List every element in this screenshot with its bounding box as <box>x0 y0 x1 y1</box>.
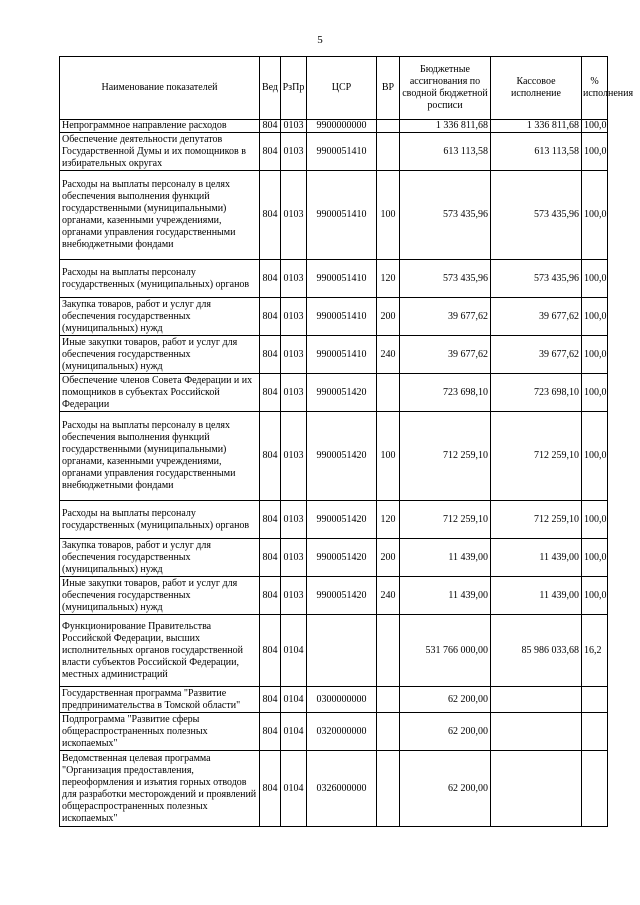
cell-name: Обеспечение деятельности депутатов Государственной Думы и их помощников в избирательных округах <box>60 133 260 171</box>
cell-pct: 100,0 <box>582 501 608 539</box>
cell-name: Расходы на выплаты персоналу государственных (муниципальных) органов <box>60 501 260 539</box>
cell-ved: 804 <box>260 171 281 260</box>
cell-cash: 11 439,00 <box>491 577 582 615</box>
cell-vr <box>377 751 400 827</box>
cell-budget: 11 439,00 <box>400 577 491 615</box>
table-row <box>60 615 608 687</box>
cell-name: Обеспечение членов Совета Федерации и их помощников в субъектах Российской Федерации <box>60 374 260 412</box>
cell-csr: 9900051410 <box>307 133 377 171</box>
cell-name: Государственная программа "Развитие предпринимательства в Томской области" <box>60 687 260 713</box>
cell-budget: 712 259,10 <box>400 412 491 501</box>
cell-cash: 39 677,62 <box>491 336 582 374</box>
cell-budget: 573 435,96 <box>400 260 491 298</box>
cell-pct: 100,0 <box>582 298 608 336</box>
cell-name: Непрограммное направление расходов <box>60 120 260 133</box>
cell-csr: 9900051410 <box>307 298 377 336</box>
cell-pct: 100,0 <box>582 374 608 412</box>
cell-name: Иные закупки товаров, работ и услуг для обеспечения государственных (муниципальных) нужд <box>60 577 260 615</box>
cell-ved: 804 <box>260 133 281 171</box>
cell-csr: 9900051420 <box>307 374 377 412</box>
table-row <box>60 336 608 374</box>
cell-rzpr: 0103 <box>281 171 307 260</box>
cell-cash: 712 259,10 <box>491 412 582 501</box>
cell-budget: 11 439,00 <box>400 539 491 577</box>
header-pct: % исполнения <box>582 57 608 120</box>
header-ved: Вед <box>260 57 281 120</box>
cell-vr <box>377 133 400 171</box>
cell-rzpr: 0103 <box>281 133 307 171</box>
cell-rzpr: 0103 <box>281 501 307 539</box>
cell-rzpr: 0103 <box>281 260 307 298</box>
cell-rzpr: 0104 <box>281 713 307 751</box>
cell-csr: 9900051420 <box>307 501 377 539</box>
cell-pct <box>582 687 608 713</box>
cell-name: Функционирование Правительства Российской Федерации, высших исполнительных органов государственной власти субъектов Российской Федерации, местных администраций <box>60 615 260 687</box>
table-row <box>60 713 608 751</box>
cell-cash <box>491 751 582 827</box>
cell-rzpr: 0103 <box>281 120 307 133</box>
cell-pct: 100,0 <box>582 171 608 260</box>
cell-cash: 613 113,58 <box>491 133 582 171</box>
cell-vr: 200 <box>377 539 400 577</box>
cell-cash: 11 439,00 <box>491 539 582 577</box>
cell-ved: 804 <box>260 298 281 336</box>
cell-budget: 531 766 000,00 <box>400 615 491 687</box>
cell-vr: 200 <box>377 298 400 336</box>
cell-vr <box>377 374 400 412</box>
cell-budget: 573 435,96 <box>400 171 491 260</box>
page-number: 5 <box>317 34 323 46</box>
table-row <box>60 751 608 827</box>
cell-vr <box>377 120 400 133</box>
cell-pct: 100,0 <box>582 120 608 133</box>
cell-csr: 9900000000 <box>307 120 377 133</box>
header-vr: ВР <box>377 57 400 120</box>
cell-rzpr: 0104 <box>281 615 307 687</box>
table-row <box>60 687 608 713</box>
cell-pct: 100,0 <box>582 539 608 577</box>
cell-vr <box>377 687 400 713</box>
cell-rzpr: 0103 <box>281 298 307 336</box>
cell-cash: 723 698,10 <box>491 374 582 412</box>
cell-rzpr: 0104 <box>281 687 307 713</box>
cell-ved: 804 <box>260 336 281 374</box>
table-row <box>60 539 608 577</box>
table-row <box>60 298 608 336</box>
header-cash: Кассовое исполнение <box>491 57 582 120</box>
cell-name: Подпрограмма "Развитие сферы общераспространенных полезных ископаемых" <box>60 713 260 751</box>
cell-pct <box>582 751 608 827</box>
cell-vr: 240 <box>377 336 400 374</box>
header-budget: Бюджетные ассигнования по сводной бюджетной росписи <box>400 57 491 120</box>
table-row <box>60 577 608 615</box>
cell-pct: 100,0 <box>582 577 608 615</box>
cell-vr <box>377 713 400 751</box>
cell-vr: 120 <box>377 260 400 298</box>
cell-rzpr: 0103 <box>281 412 307 501</box>
cell-rzpr: 0103 <box>281 374 307 412</box>
cell-ved: 804 <box>260 615 281 687</box>
cell-name: Закупка товаров, работ и услуг для обеспечения государственных (муниципальных) нужд <box>60 298 260 336</box>
cell-ved: 804 <box>260 120 281 133</box>
cell-name: Расходы на выплаты персоналу государственных (муниципальных) органов <box>60 260 260 298</box>
cell-cash: 573 435,96 <box>491 260 582 298</box>
cell-cash: 1 336 811,68 <box>491 120 582 133</box>
cell-csr: 0300000000 <box>307 687 377 713</box>
table-row <box>60 412 608 501</box>
cell-vr: 120 <box>377 501 400 539</box>
cell-ved: 804 <box>260 539 281 577</box>
cell-cash: 573 435,96 <box>491 171 582 260</box>
cell-rzpr: 0104 <box>281 751 307 827</box>
cell-vr: 100 <box>377 412 400 501</box>
cell-name: Ведомственная целевая программа "Организация предоставления, переоформления и изъятия горных отводов для разработки месторождений и проявлений общераспространенных полезных ископаемых" <box>60 751 260 827</box>
cell-budget: 613 113,58 <box>400 133 491 171</box>
cell-name: Иные закупки товаров, работ и услуг для обеспечения государственных (муниципальных) нужд <box>60 336 260 374</box>
cell-ved: 804 <box>260 260 281 298</box>
cell-csr: 0326000000 <box>307 751 377 827</box>
cell-pct: 100,0 <box>582 260 608 298</box>
cell-ved: 804 <box>260 687 281 713</box>
cell-csr: 0320000000 <box>307 713 377 751</box>
table-row <box>60 501 608 539</box>
table-row <box>60 260 608 298</box>
table-body <box>60 120 608 827</box>
cell-csr: 9900051410 <box>307 171 377 260</box>
cell-name: Расходы на выплаты персоналу в целях обеспечения выполнения функций государственными (муниципальными) органами, казенными учреждениями, органами управления государственными внебюджетными фондами <box>60 412 260 501</box>
cell-budget: 62 200,00 <box>400 687 491 713</box>
cell-budget: 39 677,62 <box>400 298 491 336</box>
cell-cash: 85 986 033,68 <box>491 615 582 687</box>
cell-budget: 62 200,00 <box>400 713 491 751</box>
cell-csr: 9900051420 <box>307 539 377 577</box>
cell-pct: 100,0 <box>582 133 608 171</box>
cell-pct: 16,2 <box>582 615 608 687</box>
cell-csr: 9900051410 <box>307 260 377 298</box>
table-row <box>60 120 608 133</box>
cell-vr: 240 <box>377 577 400 615</box>
cell-rzpr: 0103 <box>281 577 307 615</box>
cell-pct: 100,0 <box>582 336 608 374</box>
cell-ved: 804 <box>260 713 281 751</box>
budget-table <box>59 56 634 827</box>
table-row <box>60 374 608 412</box>
table-row <box>60 171 608 260</box>
cell-rzpr: 0103 <box>281 336 307 374</box>
cell-budget: 39 677,62 <box>400 336 491 374</box>
cell-budget: 62 200,00 <box>400 751 491 827</box>
header-row <box>60 57 608 120</box>
cell-name: Расходы на выплаты персоналу в целях обеспечения выполнения функций государственными (муниципальными) органами, казенными учреждениями, органами управления государственными внебюджетными фондами <box>60 171 260 260</box>
cell-csr: 9900051420 <box>307 577 377 615</box>
header-csr: ЦСР <box>307 57 377 120</box>
cell-cash <box>491 687 582 713</box>
cell-ved: 804 <box>260 501 281 539</box>
cell-cash <box>491 713 582 751</box>
cell-csr: 9900051410 <box>307 336 377 374</box>
cell-csr <box>307 615 377 687</box>
cell-cash: 39 677,62 <box>491 298 582 336</box>
cell-csr: 9900051420 <box>307 412 377 501</box>
cell-ved: 804 <box>260 751 281 827</box>
cell-pct <box>582 713 608 751</box>
cell-budget: 712 259,10 <box>400 501 491 539</box>
cell-rzpr: 0103 <box>281 539 307 577</box>
cell-cash: 712 259,10 <box>491 501 582 539</box>
cell-name: Закупка товаров, работ и услуг для обеспечения государственных (муниципальных) нужд <box>60 539 260 577</box>
header-rzpr: РзПр <box>281 57 307 120</box>
cell-pct: 100,0 <box>582 412 608 501</box>
cell-budget: 1 336 811,68 <box>400 120 491 133</box>
cell-ved: 804 <box>260 577 281 615</box>
cell-vr <box>377 615 400 687</box>
cell-vr: 100 <box>377 171 400 260</box>
cell-ved: 804 <box>260 412 281 501</box>
cell-budget: 723 698,10 <box>400 374 491 412</box>
cell-ved: 804 <box>260 374 281 412</box>
table-row <box>60 133 608 171</box>
header-name: Наименование показателей <box>60 57 260 120</box>
